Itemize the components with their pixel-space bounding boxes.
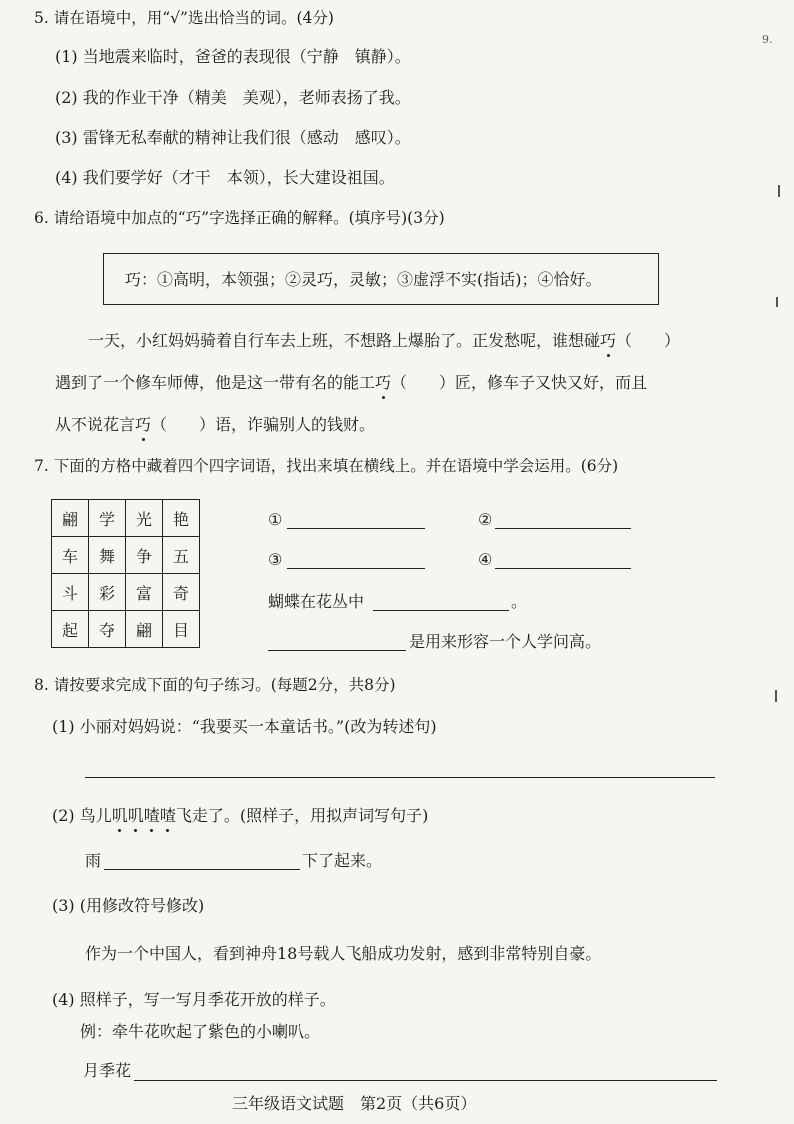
answer-blank[interactable]: （ ）匠，修车子又快又好，而且 [391,373,648,392]
blank-label-3: ③ [268,550,283,569]
q8-item-3: (3) (用修改符号修改) [52,896,205,915]
q6-paragraph-line-3: 从不说花言巧（ ）语，诈骗别人的钱财。 [55,415,376,434]
q6-paragraph-line-1: 一天，小红妈妈骑着自行车去上班，不想路上爆胎了。正发愁呢，谁想碰巧（ ） [88,331,681,350]
grid-cell: 夺 [89,611,126,648]
grid-cell: 五 [163,537,200,574]
blank-label-1: ① [268,510,283,529]
dotted-char: 巧 [375,373,392,392]
grid-cell: 斗 [52,574,89,611]
answer-line-2[interactable] [495,528,631,529]
q5-item-3: (3) 雷锋无私奉献的精神让我们很（感动 感叹）。 [55,128,411,147]
grid-cell: 起 [52,611,89,648]
answer-line-5[interactable] [373,610,509,611]
q8-item-4: (4) 照样子，写一写月季花开放的样子。 [52,990,336,1009]
q6-title: 6. 请给语境中加点的“巧”字选择正确的解释。(填序号)(3分) [34,209,445,227]
q6-paragraph-line-2: 遇到了一个修车师傅，他是这一带有名的能工巧（ ）匠，修车子又快又好，而且 [55,373,648,392]
answer-blank[interactable]: （ ）语，诈骗别人的钱财。 [151,415,376,434]
grid-cell: 翩 [52,500,89,537]
page-footer: 三年级语文试题 第2页（共6页） [232,1094,477,1113]
q7-title: 7. 下面的方格中藏着四个四字词语，找出来填在横线上。并在语境中学会运用。(6分) [34,457,619,475]
margin-mark [775,690,777,702]
answer-line-3[interactable] [287,568,425,569]
dotted-char: 叽 [111,806,128,825]
q8-rain-end: 下了起来。 [302,851,383,870]
margin-mark [776,297,778,307]
margin-mark [778,185,780,197]
grid-cell: 富 [126,574,163,611]
answer-line-q8-2[interactable] [104,869,300,870]
q5-item-1: (1) 当地震来临时，爸爸的表现很（宁静 镇静）。 [55,47,411,66]
grid-cell: 翩 [126,611,163,648]
character-grid [51,499,200,648]
q5-title: 5. 请在语境中，用“√”选出恰当的词。(4分) [34,9,334,27]
dotted-char: 巧 [135,415,152,434]
answer-line-q8-1[interactable] [85,777,715,778]
dotted-char: 喳 [143,806,160,825]
dotted-char: 巧 [600,331,617,350]
q8-item-4-example: 例：牵牛花吹起了紫色的小喇叭。 [80,1022,321,1041]
grid-cell: 目 [163,611,200,648]
grid-cell: 争 [126,537,163,574]
grid-cell: 舞 [89,537,126,574]
q8-item-1: (1) 小丽对妈妈说：“我要买一本童话书。”(改为转述句) [52,717,437,736]
q8-item-4-start: 月季花 [83,1061,132,1080]
definition-text: 巧：①高明，本领强；②灵巧，灵敏；③虚浮不实(指话)；④恰好。 [125,270,602,289]
q8-item-3-sentence: 作为一个中国人，看到神舟18号载人飞船成功发射，感到非常特别自豪。 [85,944,602,963]
dotted-char: 叽 [127,806,144,825]
answer-blank[interactable]: （ ） [616,331,681,350]
blank-label-4: ④ [478,550,493,569]
q7-sentence-2: 是用来形容一个人学问高。 [409,632,602,651]
q7-sentence-1-end: 。 [511,592,528,611]
q7-sentence-1: 蝴蝶在花丛中 [268,592,365,611]
grid-cell: 彩 [89,574,126,611]
grid-cell: 奇 [163,574,200,611]
answer-line-1[interactable] [287,528,425,529]
q8-rain-label: 雨 [85,851,102,870]
q8-item-2: (2) 鸟儿叽叽喳喳飞走了。(照样子，用拟声词写句子) [52,806,429,825]
grid-cell: 艳 [163,500,200,537]
grid-cell: 光 [126,500,163,537]
answer-line-6[interactable] [268,650,406,651]
grid-cell: 学 [89,500,126,537]
q8-title: 8. 请按要求完成下面的句子练习。(每题2分，共8分) [34,676,396,694]
answer-line-q8-4[interactable] [134,1080,717,1081]
dotted-char: 喳 [159,806,176,825]
margin-mark-text: 9. [762,33,773,46]
q5-item-2: (2) 我的作业干净（精美 美观），老师表扬了我。 [55,88,411,107]
grid-cell: 车 [52,537,89,574]
blank-label-2: ② [478,510,493,529]
q5-item-4: (4) 我们要学好（才干 本领），长大建设祖国。 [55,168,395,187]
answer-line-4[interactable] [495,568,631,569]
